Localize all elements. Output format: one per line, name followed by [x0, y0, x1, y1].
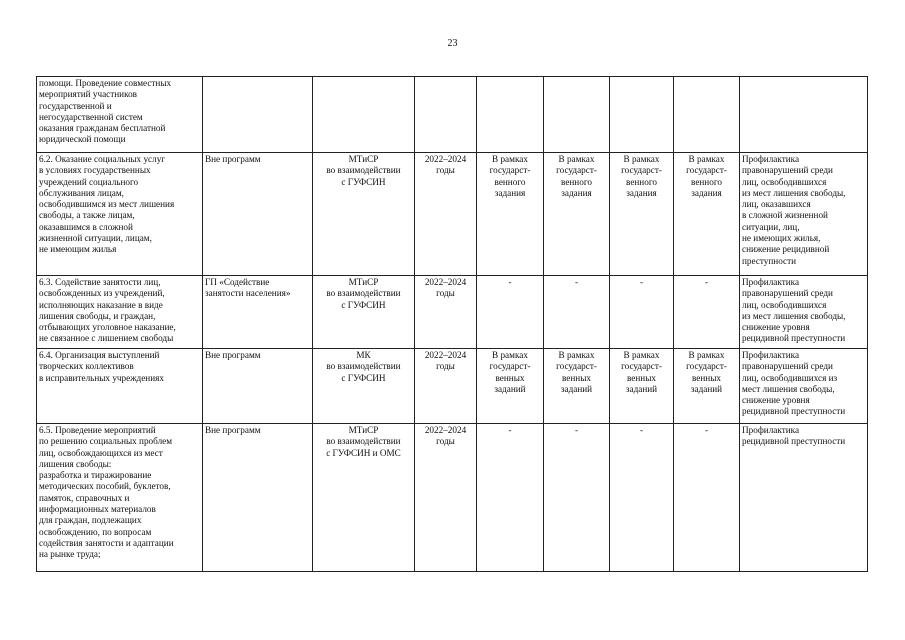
funding-cell — [544, 77, 610, 153]
period-cell: 2022–2024 годы — [415, 424, 477, 572]
funding-cell: - — [544, 424, 610, 572]
result-cell: Профилактика рецидивной преступности — [740, 424, 868, 572]
funding-cell: - — [674, 424, 740, 572]
result-cell: Профилактика правонарушений среди лиц, освободившихся из мест лишения свободы, снижение уровня рецидивной преступности — [740, 276, 868, 349]
measure-cell: 6.2. Оказание социальных услуг в условиях государственных учреждений социального обслуживания лицам, освободившимся из мест лишения свободы, а также лицам, оказавшимся в сложной жизненной ситуации, лицам, не имеющим жилья — [37, 153, 203, 276]
executor-cell: МК во взаимодействии с ГУФСИН — [313, 349, 415, 424]
funding-cell: В рамках государст- венных заданий — [544, 349, 610, 424]
funding-cell: - — [544, 276, 610, 349]
measure-cell: 6.5. Проведение мероприятий по решению социальных проблем лиц, освобождающихся из мест лишения свободы: разработка и тиражирование методических пособий, буклетов, памяток, справочных и информационных материалов для граждан, подлежащих освобождению, по вопросам содействия занятости и адаптации на рынке труда; — [37, 424, 203, 572]
program-cell: Вне программ — [203, 424, 313, 572]
executor-cell: МТиСР во взаимодействии с ГУФСИН — [313, 153, 415, 276]
funding-cell — [674, 77, 740, 153]
funding-cell: В рамках государст- венного задания — [544, 153, 610, 276]
program-cell: ГП «Содействие занятости населения» — [203, 276, 313, 349]
funding-cell — [477, 77, 544, 153]
measures-table — [36, 76, 868, 572]
executor-cell: МТиСР во взаимодействии с ГУФСИН и ОМС — [313, 424, 415, 572]
funding-cell: В рамках государст- венного задания — [674, 153, 740, 276]
result-cell: Профилактика правонарушений среди лиц, освободившихся из мест лишения свободы, лиц, оказавшихся в сложной жизненной ситуации, лиц, не имеющих жилья, снижение рецидивной преступности — [740, 153, 868, 276]
funding-cell: - — [610, 424, 674, 572]
funding-cell: В рамках государст- венного задания — [477, 153, 544, 276]
program-cell: Вне программ — [203, 153, 313, 276]
table-row — [37, 276, 868, 349]
result-cell: Профилактика правонарушений среди лиц, освободившихся из мест лишения свободы, снижение уровня рецидивной преступности — [740, 349, 868, 424]
executor-cell — [313, 77, 415, 153]
funding-cell: В рамках государст- венных заданий — [610, 349, 674, 424]
funding-cell: В рамках государст- венных заданий — [477, 349, 544, 424]
period-cell: 2022–2024 годы — [415, 153, 477, 276]
program-cell: Вне программ — [203, 349, 313, 424]
measure-cell: 6.3. Содействие занятости лиц, освобожденных из учреждений, исполняющих наказание в виде лишения свободы, и граждан, отбывающих уголовное наказание, не связанное с лишением свободы — [37, 276, 203, 349]
funding-cell — [610, 77, 674, 153]
funding-cell: - — [674, 276, 740, 349]
measure-cell: 6.4. Организация выступлений творческих коллективов в исправительных учреждениях — [37, 349, 203, 424]
measure-cell: помощи. Проведение совместных мероприятий участников государственной и негосударственной систем оказания гражданам бесплатной юридической помощи — [37, 77, 203, 153]
funding-cell: В рамках государст- венных заданий — [674, 349, 740, 424]
period-cell — [415, 77, 477, 153]
page-number: 23 — [447, 38, 458, 49]
table-row — [37, 349, 868, 424]
funding-cell: - — [477, 276, 544, 349]
funding-cell: - — [477, 424, 544, 572]
funding-cell: В рамках государст- венного задания — [610, 153, 674, 276]
period-cell: 2022–2024 годы — [415, 349, 477, 424]
table-row — [37, 424, 868, 572]
period-cell: 2022–2024 годы — [415, 276, 477, 349]
funding-cell: - — [610, 276, 674, 349]
result-cell — [740, 77, 868, 153]
executor-cell: МТиСР во взаимодействии с ГУФСИН — [313, 276, 415, 349]
table-row — [37, 77, 868, 153]
program-cell — [203, 77, 313, 153]
table-row — [37, 153, 868, 276]
